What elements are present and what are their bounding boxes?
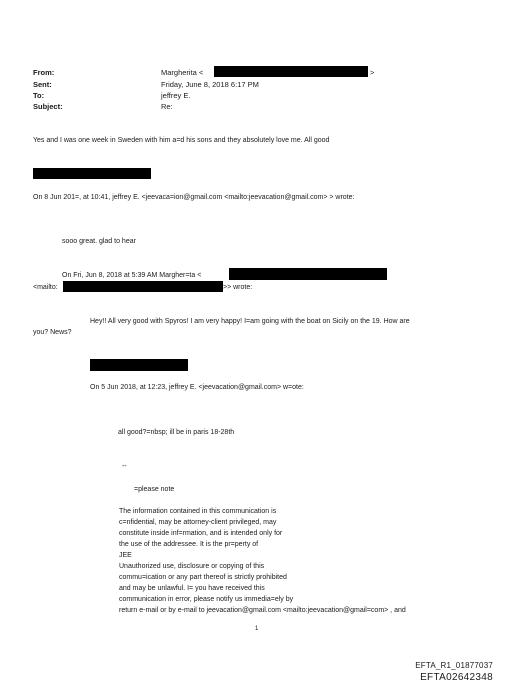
quote-2-header-b-suffix: >> wrote: — [223, 284, 253, 291]
quote-3-header: On 5 Jun 2018, at 12:23, jeffrey E. <jeevacation@gmail.com> w=ote: — [90, 384, 304, 391]
disclaimer-line: the use of the addressee. It is the pr=perty of — [119, 541, 259, 548]
bates-number-2: EFTA02642348 — [420, 672, 493, 683]
disclaimer-line: and may be unlawful. I= you have received this — [119, 585, 265, 592]
from-value-close: > — [370, 68, 375, 77]
disclaimer-line: JEE — [119, 552, 132, 559]
page-number: 1 — [255, 626, 259, 632]
redaction-quote-2-email — [229, 268, 387, 280]
from-label: From: — [33, 68, 55, 77]
quote-1-header: On 8 Jun 201=, at 10:41, jeffrey E. <jeevaca=ion@gmail.com <mailto:jeevacation@gmail.com> > wrote: — [33, 194, 355, 201]
bates-number-1: EFTA_R1_01877037 — [415, 661, 493, 670]
signature-dashes: -- — [122, 463, 127, 470]
redaction-quote-2-mailto — [63, 281, 223, 292]
disclaimer-line: Unauthorized use, disclosure or copying of this — [119, 563, 265, 570]
from-value: Margherita < — [161, 68, 204, 77]
message-2-line-2: you? News? — [33, 329, 72, 336]
redaction-name — [90, 359, 188, 371]
message-line-1: Yes and I was one week in Sweden with him a=d his sons and they absolutely love me. All good — [33, 137, 330, 144]
redaction-signature — [33, 168, 151, 179]
disclaimer-line: c=nfidential, may be attorney-client privileged, may — [119, 519, 277, 526]
disclaimer-line: return e-mail or by e-mail to jeevacation@gmail.com <mailto:jeevacation@gmail=com> , and — [119, 607, 406, 614]
signature-note: =please note — [134, 486, 175, 493]
disclaimer-line: commu=ication or any part thereof is strictly prohibited — [119, 574, 287, 581]
disclaimer-line: communication in error, please notify us immedia=ely by — [119, 596, 294, 603]
redaction-from-email — [214, 66, 368, 77]
to-value: jeffrey E. — [161, 91, 191, 100]
message-2-line-1: Hey!! All very good with Spyros! I am very happy! I=am going with the boat on Sicily on the 19. How are — [90, 318, 410, 325]
message-3: all good?=nbsp; ill be in paris 18-28th — [118, 429, 235, 436]
disclaimer-line: The information contained in this communication is — [119, 508, 277, 515]
to-label: To: — [33, 91, 45, 100]
sent-value: Friday, June 8, 2018 6:17 PM — [161, 80, 259, 89]
subject-value: Re: — [161, 102, 173, 111]
reply-1: sooo great. glad to hear — [62, 238, 136, 245]
disclaimer-line: constitute inside inf=rmation, and is intended only for — [119, 530, 283, 537]
sent-label: Sent: — [33, 80, 52, 89]
subject-label: Subject: — [33, 102, 63, 111]
quote-2-header-a: On Fri, Jun 8, 2018 at 5:39 AM Margher=ta < — [62, 272, 202, 279]
quote-2-header-b-prefix: <mailto: — [33, 284, 58, 291]
